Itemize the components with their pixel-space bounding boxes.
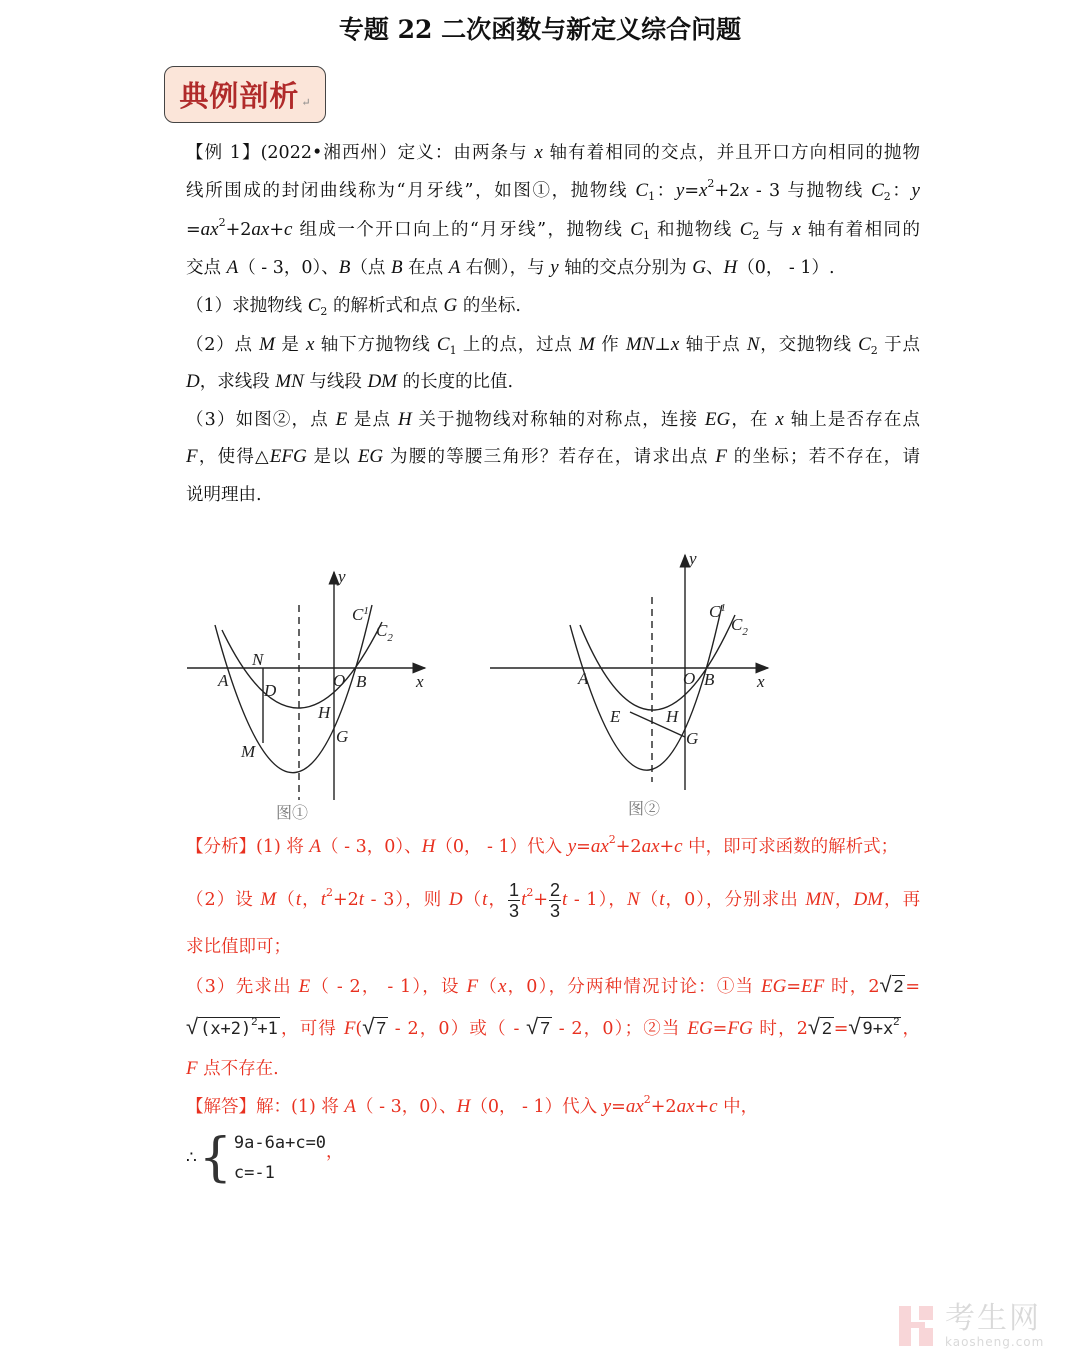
text-line	[186, 935, 920, 959]
text-run: (x+2)	[200, 1019, 252, 1039]
label-c2: $C_2$	[376, 621, 393, 644]
math-variable: x	[698, 180, 708, 201]
math-variable: C	[871, 180, 884, 201]
text-run: 和抛物线	[649, 220, 740, 240]
text-run: （0， - 1）代入	[435, 837, 568, 857]
math-variable: c	[674, 836, 683, 857]
text-run: （2）点	[186, 335, 260, 355]
text-run: 线所围成的封闭曲线称为“月牙线”，如图①，抛物线	[186, 181, 636, 201]
text-run: +2	[225, 220, 252, 240]
math-variable: t	[320, 889, 326, 910]
equation-1: 9a-6a+c=0	[233, 1133, 327, 1153]
text-run: +2	[615, 837, 642, 857]
text-run: =	[611, 1097, 626, 1117]
text-run: （	[462, 890, 483, 910]
math-variable: x	[670, 334, 680, 355]
square-root	[526, 1015, 552, 1040]
fraction	[508, 880, 520, 921]
radical-sign: √	[879, 972, 892, 997]
math-variable: x	[775, 409, 784, 430]
math-variable: x	[534, 142, 543, 163]
parabola-c1	[215, 605, 372, 773]
math-variable: F	[186, 446, 198, 467]
text-run: 组成一个开口向上的“月牙线”，抛物线	[292, 220, 631, 240]
text-line	[186, 1057, 920, 1081]
text-run: （0， - 1）代入	[470, 1097, 603, 1117]
label-o-2: O	[683, 669, 696, 688]
label-h-2: H	[666, 707, 679, 726]
square-root	[186, 1015, 280, 1041]
kaosheng-logo-icon	[897, 1303, 939, 1349]
text-run: 交点	[186, 258, 227, 278]
equation-trail: ，	[326, 1141, 344, 1162]
text-run: （2）设	[186, 890, 261, 910]
math-variable: x	[305, 334, 315, 355]
math-variable: y	[567, 836, 577, 857]
superscript: 2	[643, 1093, 651, 1106]
text-line	[186, 1095, 920, 1119]
math-variable: A	[309, 836, 322, 857]
text-run: （ - 2， - 1），设	[310, 977, 467, 997]
text-run: =	[833, 1019, 849, 1039]
text-run: 7	[540, 1018, 550, 1038]
math-variable: ax	[641, 836, 660, 857]
text-run: 点不存在.	[197, 1059, 279, 1079]
math-variable: C	[630, 219, 643, 240]
math-variable: t	[295, 889, 302, 910]
text-run: =	[684, 181, 699, 201]
text-run: 、	[705, 258, 724, 278]
text-run: （3）先求出	[186, 977, 299, 997]
text-run: 在点	[402, 258, 449, 278]
label-c2-2: $C_2$	[731, 615, 748, 638]
math-variable: B	[338, 257, 351, 278]
superscript: 2	[526, 886, 534, 899]
math-variable: DM	[853, 889, 883, 910]
math-variable: A	[344, 1096, 357, 1117]
math-variable: D	[448, 889, 463, 910]
label-x-2: x	[757, 672, 765, 691]
text-run: 2	[821, 1018, 832, 1038]
math-variable: B	[390, 257, 403, 278]
text-run: 【解答】解：(1) 将	[186, 1097, 345, 1117]
math-variable: t	[659, 889, 665, 910]
text-run: 作	[594, 335, 626, 355]
math-variable: E	[335, 409, 348, 430]
math-variable: t	[482, 889, 488, 910]
math-variable: x	[792, 219, 801, 240]
math-variable: MN	[805, 889, 834, 910]
text-run: 右侧），与	[460, 258, 551, 278]
math-variable: N	[626, 889, 640, 910]
radicand	[538, 1017, 552, 1038]
math-variable: EG	[704, 409, 731, 430]
label-m: M	[241, 742, 256, 761]
square-root	[880, 973, 906, 998]
text-run: =	[712, 1019, 728, 1039]
math-variable: H	[723, 257, 738, 278]
text-run: ，	[487, 890, 508, 910]
text-run: 7	[376, 1018, 387, 1038]
radical-sign: √	[848, 1014, 861, 1039]
equation-system	[186, 1128, 343, 1188]
watermark-cn: 考生网	[945, 1301, 1041, 1336]
text-run: ⊥	[654, 335, 671, 355]
text-run: ，可得	[279, 1019, 344, 1039]
math-variable: EG	[761, 976, 787, 997]
label-a: A	[218, 671, 229, 690]
label-c1-2: $C^1$	[709, 602, 726, 621]
math-variable: E	[298, 976, 311, 997]
radical-sign: √	[807, 1014, 820, 1039]
label-b: B	[356, 672, 367, 691]
label-x: x	[416, 672, 424, 691]
equation-2: c=-1	[233, 1163, 275, 1183]
superscript: 2	[218, 216, 226, 229]
math-variable: c	[284, 219, 293, 240]
text-run: - 1），	[567, 890, 627, 910]
text-run: 中，即可求函数的解析式；	[682, 837, 899, 857]
text-run: +1	[257, 1019, 278, 1039]
therefore-symbol: ∴	[186, 1148, 197, 1168]
label-y-2: y	[689, 549, 697, 568]
math-variable: C	[858, 334, 871, 355]
text-run: 时，2	[824, 977, 880, 997]
math-variable: DM	[367, 371, 397, 392]
text-run: 求比值即可；	[186, 937, 291, 957]
watermark	[897, 1303, 1044, 1349]
math-variable: t	[562, 889, 568, 910]
text-run: =	[576, 837, 591, 857]
math-variable: C	[436, 334, 450, 355]
superscript: 2	[325, 886, 333, 899]
math-variable: M	[259, 334, 275, 355]
text-run: ，0），分两种情况讨论：①当	[506, 977, 762, 997]
math-variable: G	[443, 295, 458, 316]
watermark-en: kaosheng.com	[945, 1335, 1045, 1349]
parabola-c2-2	[580, 615, 735, 710]
text-run: 与	[759, 220, 793, 240]
text-run: （	[478, 977, 498, 997]
math-variable: MN	[275, 371, 304, 392]
text-run: 的长度的比值.	[397, 372, 514, 392]
radicand	[820, 1017, 834, 1038]
math-variable: C	[739, 219, 753, 240]
text-run: 时，2	[752, 1019, 808, 1039]
math-variable: D	[186, 371, 200, 392]
text-run: 轴下方抛物线	[314, 335, 437, 355]
text-run: （	[276, 890, 296, 910]
label-n: N	[252, 650, 264, 669]
text-run: （ - 3，0）、	[238, 258, 339, 278]
math-variable: EG	[357, 446, 384, 467]
text-run: +	[533, 890, 549, 910]
text-run: 9+x	[862, 1019, 894, 1039]
text-run: 的坐标.	[457, 296, 521, 316]
parabola-c1-2	[570, 605, 722, 770]
math-variable: A	[226, 257, 239, 278]
text-run: 为腰的等腰三角形？若存在，请求出点	[383, 447, 716, 467]
text-run: ，再	[883, 890, 921, 910]
text-run: =	[905, 977, 921, 997]
radicand	[892, 975, 906, 996]
math-variable: C	[307, 295, 321, 316]
label-d: D	[264, 681, 277, 700]
math-variable: t	[358, 889, 365, 910]
text-line	[186, 880, 921, 921]
page-title: 专题 22 二次函数与新定义综合问题	[338, 15, 742, 44]
subscript: 1	[449, 344, 457, 357]
text-run: （ - 3，0）、	[321, 837, 422, 857]
text-line	[186, 973, 920, 997]
text-run: +2	[714, 181, 741, 201]
math-variable: ax	[676, 1096, 695, 1117]
math-variable: y	[550, 257, 559, 278]
radical-sign: √	[526, 1014, 539, 1039]
radicand	[198, 1017, 280, 1038]
text-run: - 3 与抛物线	[748, 181, 872, 201]
math-variable: MN	[625, 334, 655, 355]
math-variable: y	[675, 180, 685, 201]
math-variable: H	[421, 836, 436, 857]
radicand	[374, 1017, 388, 1038]
figure-1-caption: 图①	[276, 805, 309, 822]
math-variable: EF	[801, 976, 825, 997]
math-variable: c	[709, 1096, 718, 1117]
label-b-2: B	[704, 670, 715, 689]
subscript: 2	[320, 305, 328, 318]
square-root	[362, 1015, 388, 1040]
text-run: 【例 1】(2022•湘西州）定义：由两条与	[186, 143, 535, 163]
text-run: 关于抛物线对称轴的对称点，连接	[411, 410, 705, 430]
math-variable: ax	[200, 219, 219, 240]
figure-2-caption: 图②	[628, 801, 661, 818]
math-variable: M	[260, 889, 277, 910]
text-run: 是	[274, 335, 306, 355]
text-run: 与线段	[303, 372, 368, 392]
subscript: 2	[752, 229, 760, 242]
text-run: ，在	[730, 410, 776, 430]
text-run: ：	[655, 181, 676, 201]
superscript: 2	[707, 177, 715, 190]
text-run: ，	[833, 890, 854, 910]
label-c1: $C^1$	[352, 605, 369, 624]
math-variable: F	[715, 446, 727, 467]
label-o: O	[333, 671, 346, 690]
text-run: ：	[890, 181, 912, 201]
text-run: （3）如图②，点	[186, 410, 336, 430]
text-run: 是以	[306, 447, 358, 467]
text-run: ，	[901, 1019, 920, 1039]
text-run: （1）求抛物线	[186, 296, 308, 316]
label-y: y	[338, 567, 346, 586]
text-run: ，0），分别求出	[664, 890, 806, 910]
math-variable: ax	[590, 836, 609, 857]
subscript: 2	[883, 190, 891, 203]
math-variable: H	[456, 1096, 471, 1117]
text-run: +	[659, 837, 675, 857]
text-run: 上的点，过点	[456, 335, 580, 355]
math-variable: y	[602, 1096, 612, 1117]
math-variable: M	[579, 334, 595, 355]
text-run: 【分析】(1) 将	[186, 837, 310, 857]
text-run: +	[269, 220, 285, 240]
section-badge-label: 典例剖析	[179, 79, 300, 113]
text-run: 中，	[717, 1097, 759, 1117]
text-run: （点	[350, 258, 391, 278]
text-run: - 2，0）或（ -	[388, 1019, 527, 1039]
label-h: H	[318, 703, 331, 722]
text-run: 轴上是否存在点	[783, 410, 920, 430]
label-e: E	[610, 707, 621, 726]
math-variable: F	[343, 1018, 356, 1039]
math-variable: F	[186, 1058, 198, 1079]
text-run: =	[186, 220, 201, 240]
label-g-2: G	[686, 729, 699, 748]
subscript: 1	[648, 190, 656, 203]
text-run: +2	[650, 1097, 677, 1117]
text-run: =	[786, 977, 802, 997]
label-g: G	[336, 727, 349, 746]
math-variable: F	[466, 976, 479, 997]
text-run: 于点	[877, 335, 920, 355]
math-variable: ax	[625, 1096, 644, 1117]
text-line	[186, 1015, 920, 1039]
text-run: +	[694, 1097, 710, 1117]
radical-sign: √	[186, 1014, 199, 1039]
radicand	[860, 1017, 901, 1038]
numerator: 1	[509, 880, 520, 900]
radical-sign: √	[362, 1014, 375, 1039]
text-run: 2	[893, 976, 904, 996]
text-run: 说明理由.	[186, 485, 262, 505]
text-run: 轴于点	[679, 335, 747, 355]
math-variable: C	[635, 180, 649, 201]
denominator: 3	[550, 901, 561, 921]
math-variable: x	[740, 180, 749, 201]
text-run: 轴的交点分别为	[558, 258, 693, 278]
figure-2	[490, 555, 768, 790]
math-variable: N	[746, 334, 760, 355]
paragraph-mark: ↵	[301, 96, 311, 109]
text-run: - 2，0）；②当	[551, 1019, 688, 1039]
text-run: （0， - 1）.	[737, 258, 835, 278]
fraction	[549, 880, 561, 921]
math-variable: H	[397, 409, 412, 430]
text-run: ，使得△	[197, 447, 270, 467]
subscript: 1	[642, 229, 650, 242]
text-run: （	[639, 890, 660, 910]
text-run: ，	[301, 890, 321, 910]
text-run: +2	[332, 890, 359, 910]
math-variable: G	[692, 257, 706, 278]
math-variable: EG	[687, 1018, 713, 1039]
parabola-c2	[222, 622, 382, 708]
text-run: 的坐标；若不存在，请	[727, 447, 920, 467]
square-root	[808, 1015, 834, 1040]
math-variable: EFG	[269, 446, 307, 467]
math-variable: FG	[727, 1018, 753, 1039]
text-line	[186, 835, 920, 859]
math-variable: x	[497, 976, 507, 997]
superscript: 2	[893, 1016, 900, 1028]
math-variable: t	[521, 889, 527, 910]
text-run: ，交抛物线	[759, 335, 859, 355]
math-variable: A	[448, 257, 461, 278]
superscript: 2	[608, 833, 616, 846]
label-a-2: A	[578, 669, 589, 688]
superscript: 2	[251, 1016, 258, 1028]
left-brace: {	[198, 1128, 232, 1188]
math-variable: ax	[251, 219, 270, 240]
text-run: （ - 3，0）、	[356, 1097, 457, 1117]
text-run: (	[355, 1019, 363, 1039]
text-run: - 3），则	[364, 890, 449, 910]
denominator: 3	[509, 901, 520, 921]
numerator: 2	[550, 880, 561, 900]
square-root	[848, 1015, 901, 1041]
math-variable: y	[911, 180, 920, 201]
text-run: 轴有着相同的交点，并且开口方向相同的抛物	[542, 143, 920, 163]
text-run: 是点	[347, 410, 398, 430]
text-run: 的解析式和点	[327, 296, 444, 316]
text-run: 轴有着相同的	[800, 220, 920, 240]
subscript: 2	[870, 344, 878, 357]
text-run: ，求线段	[199, 372, 276, 392]
